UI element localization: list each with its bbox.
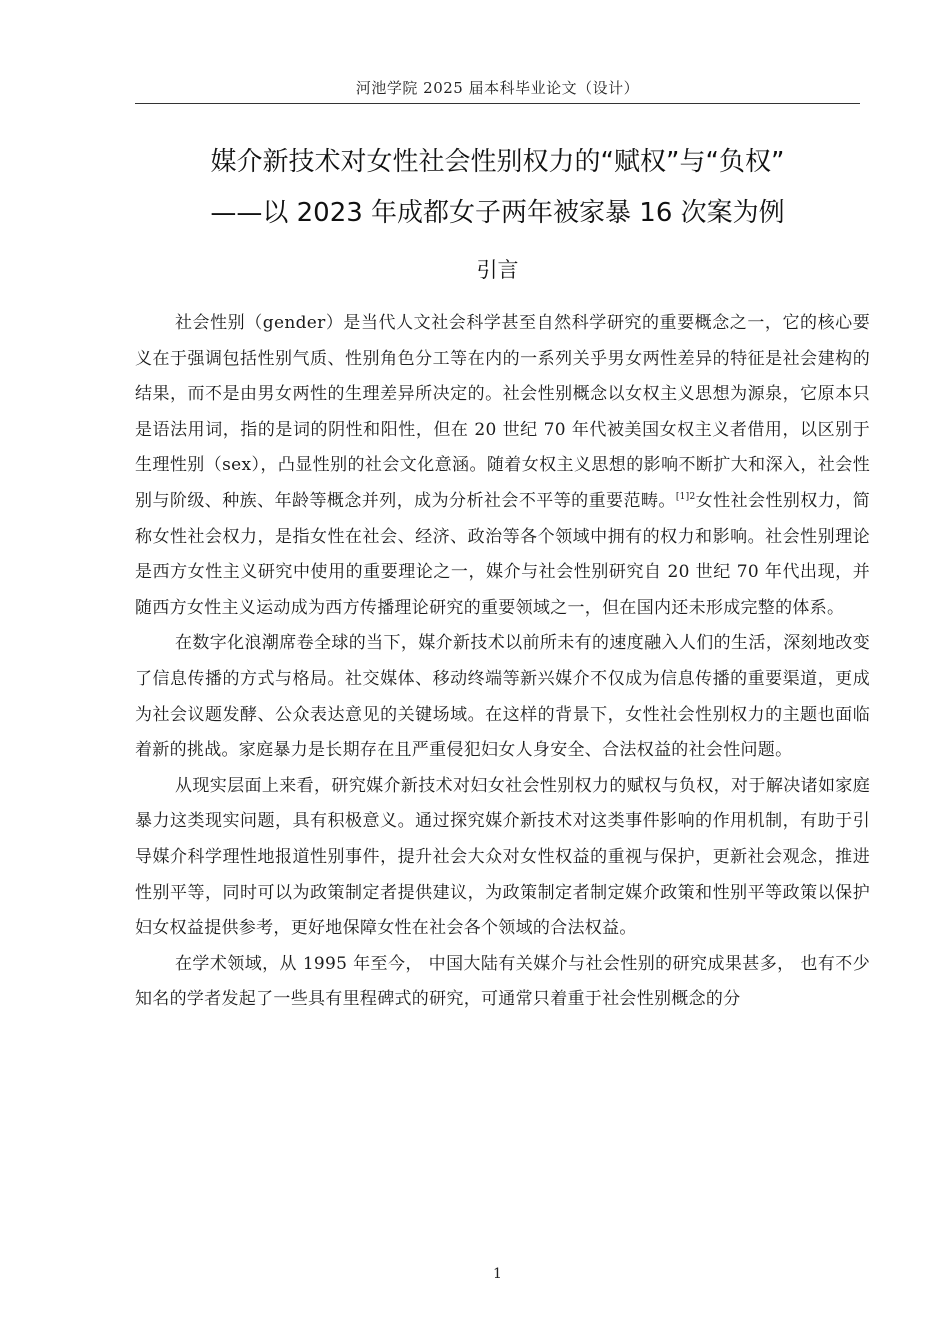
header-divider xyxy=(135,103,860,104)
page-header: 河池学院 2025 届本科毕业论文（设计） xyxy=(355,79,640,97)
paragraph-1 xyxy=(135,306,870,626)
paragraph-4: 在学术领域，从 1995 年至今， 中国大陆有关媒介与社会性别的研究成果甚多， 也有不少知名的学者发起了一些具有里程碑式的研究，可通常只着重于社会性别概念的分 xyxy=(135,953,870,1010)
paragraph-1-text-b: 女性社会性别权力，简称女性社会权力，是指女性在社会、经济、政治等各个领域中拥有的权力和影响。社会性别理论是西方女性主义研究中使用的重要理论之一，媒介与社会性别研究自 20 世纪 70 年代出现，并随西方女性主义运动成为西方传播理论研究的重要领域之一，但在国内还未形成完整的体系。 xyxy=(135,490,870,618)
citation-reference[interactable]: [1]2 xyxy=(675,491,696,502)
paragraph-1-text-a: 社会性别（gender）是当代人文社会科学甚至自然科学研究的重要概念之一，它的核心要义在于强调包括性别气质、性别角色分工等在内的一系列关乎男女两性差异的特征是社会建构的结果，而不是由男女两性的生理差异所决定的。社会性别概念以女权主义思想为源泉，它原本只是语法用词，指的是词的阴性和阳性，但在 20 世纪 70 年代被美国女权主义者借用，以区别于生理性别（sex），凸显性别的社会文化意涵。随着女权主义思想的影响不断扩大和深入，社会性别与阶级、种族、年龄等概念并列，成为分析社会不平等的重要范畴。 xyxy=(135,313,870,511)
paragraph-3: 从现实层面上来看，研究媒介新技术对妇女社会性别权力的赋权与负权，对于解决诸如家庭暴力这类现实问题，具有积极意义。通过探究媒介新技术对这类事件影响的作用机制，有助于引导媒介科学理性地报道性别事件，提升社会大众对女性权益的重视与保护，更新社会观念，推进性别平等，同时可以为政策制定者提供建议，为政策制定者制定媒介政策和性别平等政策以保护妇女权益提供参考，更好地保障女性在社会各个领域的合法权益。 xyxy=(135,775,870,939)
body-text xyxy=(135,306,870,1018)
page-number: 1 xyxy=(493,1266,502,1282)
paper-title-line-1: 媒介新技术对女性社会性别权力的“赋权”与“负权” xyxy=(210,147,785,177)
paragraph-2: 在数字化浪潮席卷全球的当下，媒介新技术以前所未有的速度融入人们的生活，深刻地改变了信息传播的方式与格局。社交媒体、移动终端等新兴媒介不仅成为信息传播的重要渠道，更成为社会议题发酵、公众表达意见的关键场域。在这样的背景下，女性社会性别权力的主题也面临着新的挑战。家庭暴力是长期存在且严重侵犯妇女人身安全、合法权益的社会性问题。 xyxy=(135,633,870,761)
paper-title-line-2: ——以 2023 年成都女子两年被家暴 16 次案为例 xyxy=(210,198,785,228)
section-heading-introduction: 引言 xyxy=(476,258,519,282)
